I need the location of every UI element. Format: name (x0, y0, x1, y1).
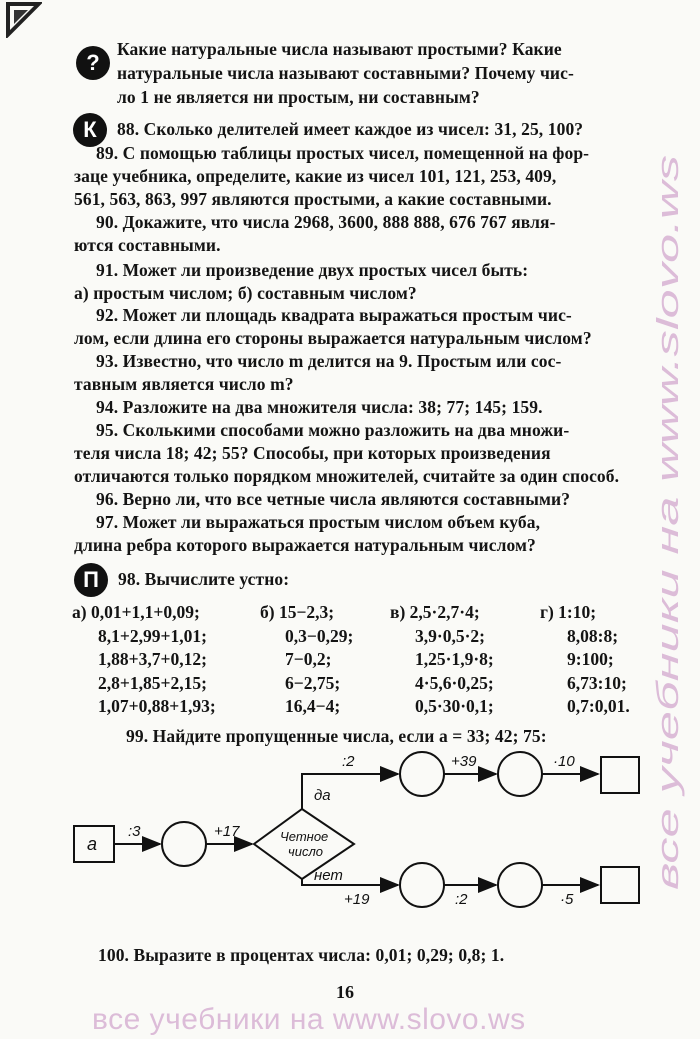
task-line: длина ребра которого выражается натуральным числом? (74, 535, 536, 555)
task-98-title: 98. Вычислите устно: (118, 569, 290, 589)
task-99-title: 99. Найдите пропущенные числа, если a = 33; 42; 75: (126, 726, 547, 746)
calc-item: 1,25·1,9·8; (415, 649, 494, 669)
task-line: 92. Может ли площадь квадрата выражаться простым чис- (96, 305, 572, 325)
question-line: натуральные числа называют составными? Почему чис- (117, 63, 574, 83)
blank-circle (400, 863, 444, 907)
task-line: 88. Сколько делителей имеет каждое из чисел: 31, 25, 100? (117, 119, 584, 139)
calc-item: 6−2,75; (285, 672, 341, 693)
calc-item: 7−0,2; (285, 649, 332, 669)
task-line: ются составными. (74, 235, 221, 255)
start-label: a (87, 834, 98, 854)
decision-label: число (288, 844, 324, 859)
svg-text:все учебники на www.slovo.ws: все учебники на www.slovo.ws (650, 456, 685, 890)
op-label: +17 (214, 823, 240, 840)
task-line: 95. Сколькими способами можно разложить на два множи- (96, 420, 570, 440)
task-line: тавным является число m? (74, 374, 294, 394)
page-number: 16 (336, 982, 354, 1002)
task-line: лом, если длина его стороны выражается натуральным числом? (74, 328, 592, 348)
task-100: 100. Выразите в процентах числа: 0,01; 0,29; 0,8; 1. (98, 945, 505, 965)
task-line: 94. Разложите на два множителя числа: 38; 77; 145; 159. (96, 397, 543, 417)
calc-item: г) 1:10; (540, 602, 597, 622)
task-line: отличаются только порядком множителей, считайте за один способ. (74, 466, 620, 486)
task-line: 96. Верно ли, что все четные числа являются составными? (96, 489, 571, 509)
calc-item: 0,7:0,01. (567, 696, 630, 716)
task-line: а) простым числом; б) составным числом? (74, 283, 417, 303)
calc-item: 8,1+2,99+1,01; (98, 625, 207, 646)
watermark-vertical (648, 150, 688, 890)
task-line: заце учебника, определите, какие из чисел 101, 121, 253, 409, (74, 166, 557, 186)
op-label: :2 (342, 753, 355, 770)
calc-item: 9:100; (567, 649, 614, 669)
result-box (601, 867, 639, 903)
task-line: 90. Докажите, что числа 2968, 3600, 888 888, 676 767 явля- (96, 212, 556, 232)
task-line: 561, 563, 863, 997 являются простыми, а какие составными. (74, 189, 552, 209)
task-line: 97. Может ли выражаться простым числом объем куба, (96, 512, 541, 532)
calc-item: а) 0,01+1,1+0,09; (72, 602, 200, 622)
section-p-icon: П (74, 563, 108, 597)
calc-item: 3,9·0,5·2; (415, 625, 485, 646)
task-line: 93. Известно, что число m делится на 9. Простым или сос- (96, 351, 562, 371)
question-line: Какие натуральные числа называют простыми? Какие (117, 39, 562, 59)
calc-item: 6,73:10; (567, 672, 627, 693)
op-label: :2 (455, 891, 468, 908)
question-icon: ? (76, 46, 110, 80)
task-line: 91. Может ли произведение двух простых чисел быть: (96, 260, 529, 280)
calc-item: 1,88+3,7+0,12; (98, 649, 207, 669)
task-line: теля числа 18; 42; 55? Способы, при которых произведения (74, 443, 551, 463)
calc-item: б) 15−2,3; (260, 602, 335, 622)
blank-circle (498, 752, 542, 796)
calc-item: 1,07+0,88+1,93; (98, 696, 216, 716)
calc-item: 0,5·30·0,1; (415, 696, 494, 716)
section-k-icon: К (73, 113, 107, 147)
blank-circle (162, 822, 206, 866)
calc-item: в) 2,5·2,7·4; (390, 602, 480, 622)
op-label: ·10 (553, 753, 575, 770)
op-label: :3 (128, 823, 141, 840)
watermark-horizontal: все учебники на www.slovo.ws (92, 1003, 526, 1036)
yes-label: да (314, 787, 331, 804)
calc-item: 8,08:8; (567, 625, 619, 646)
task-line: 89. С помощью таблицы простых чисел, помещенной на фор- (96, 143, 590, 163)
decision-label: Четное (280, 829, 329, 844)
op-label: +19 (344, 891, 370, 908)
op-label: +39 (451, 753, 477, 770)
result-box (601, 757, 639, 793)
calc-item: 0,3−0,29; (285, 625, 354, 646)
blank-circle (400, 752, 444, 796)
calc-item: 2,8+1,85+2,15; (98, 672, 207, 693)
no-label: нет (314, 867, 343, 884)
calc-item: 4·5,6·0,25; (415, 672, 494, 693)
calc-item: 16,4−4; (285, 696, 341, 716)
question-line: ло 1 не является ни простым, ни составным? (117, 87, 480, 107)
op-label: ·5 (560, 891, 574, 908)
blank-circle (498, 863, 542, 907)
